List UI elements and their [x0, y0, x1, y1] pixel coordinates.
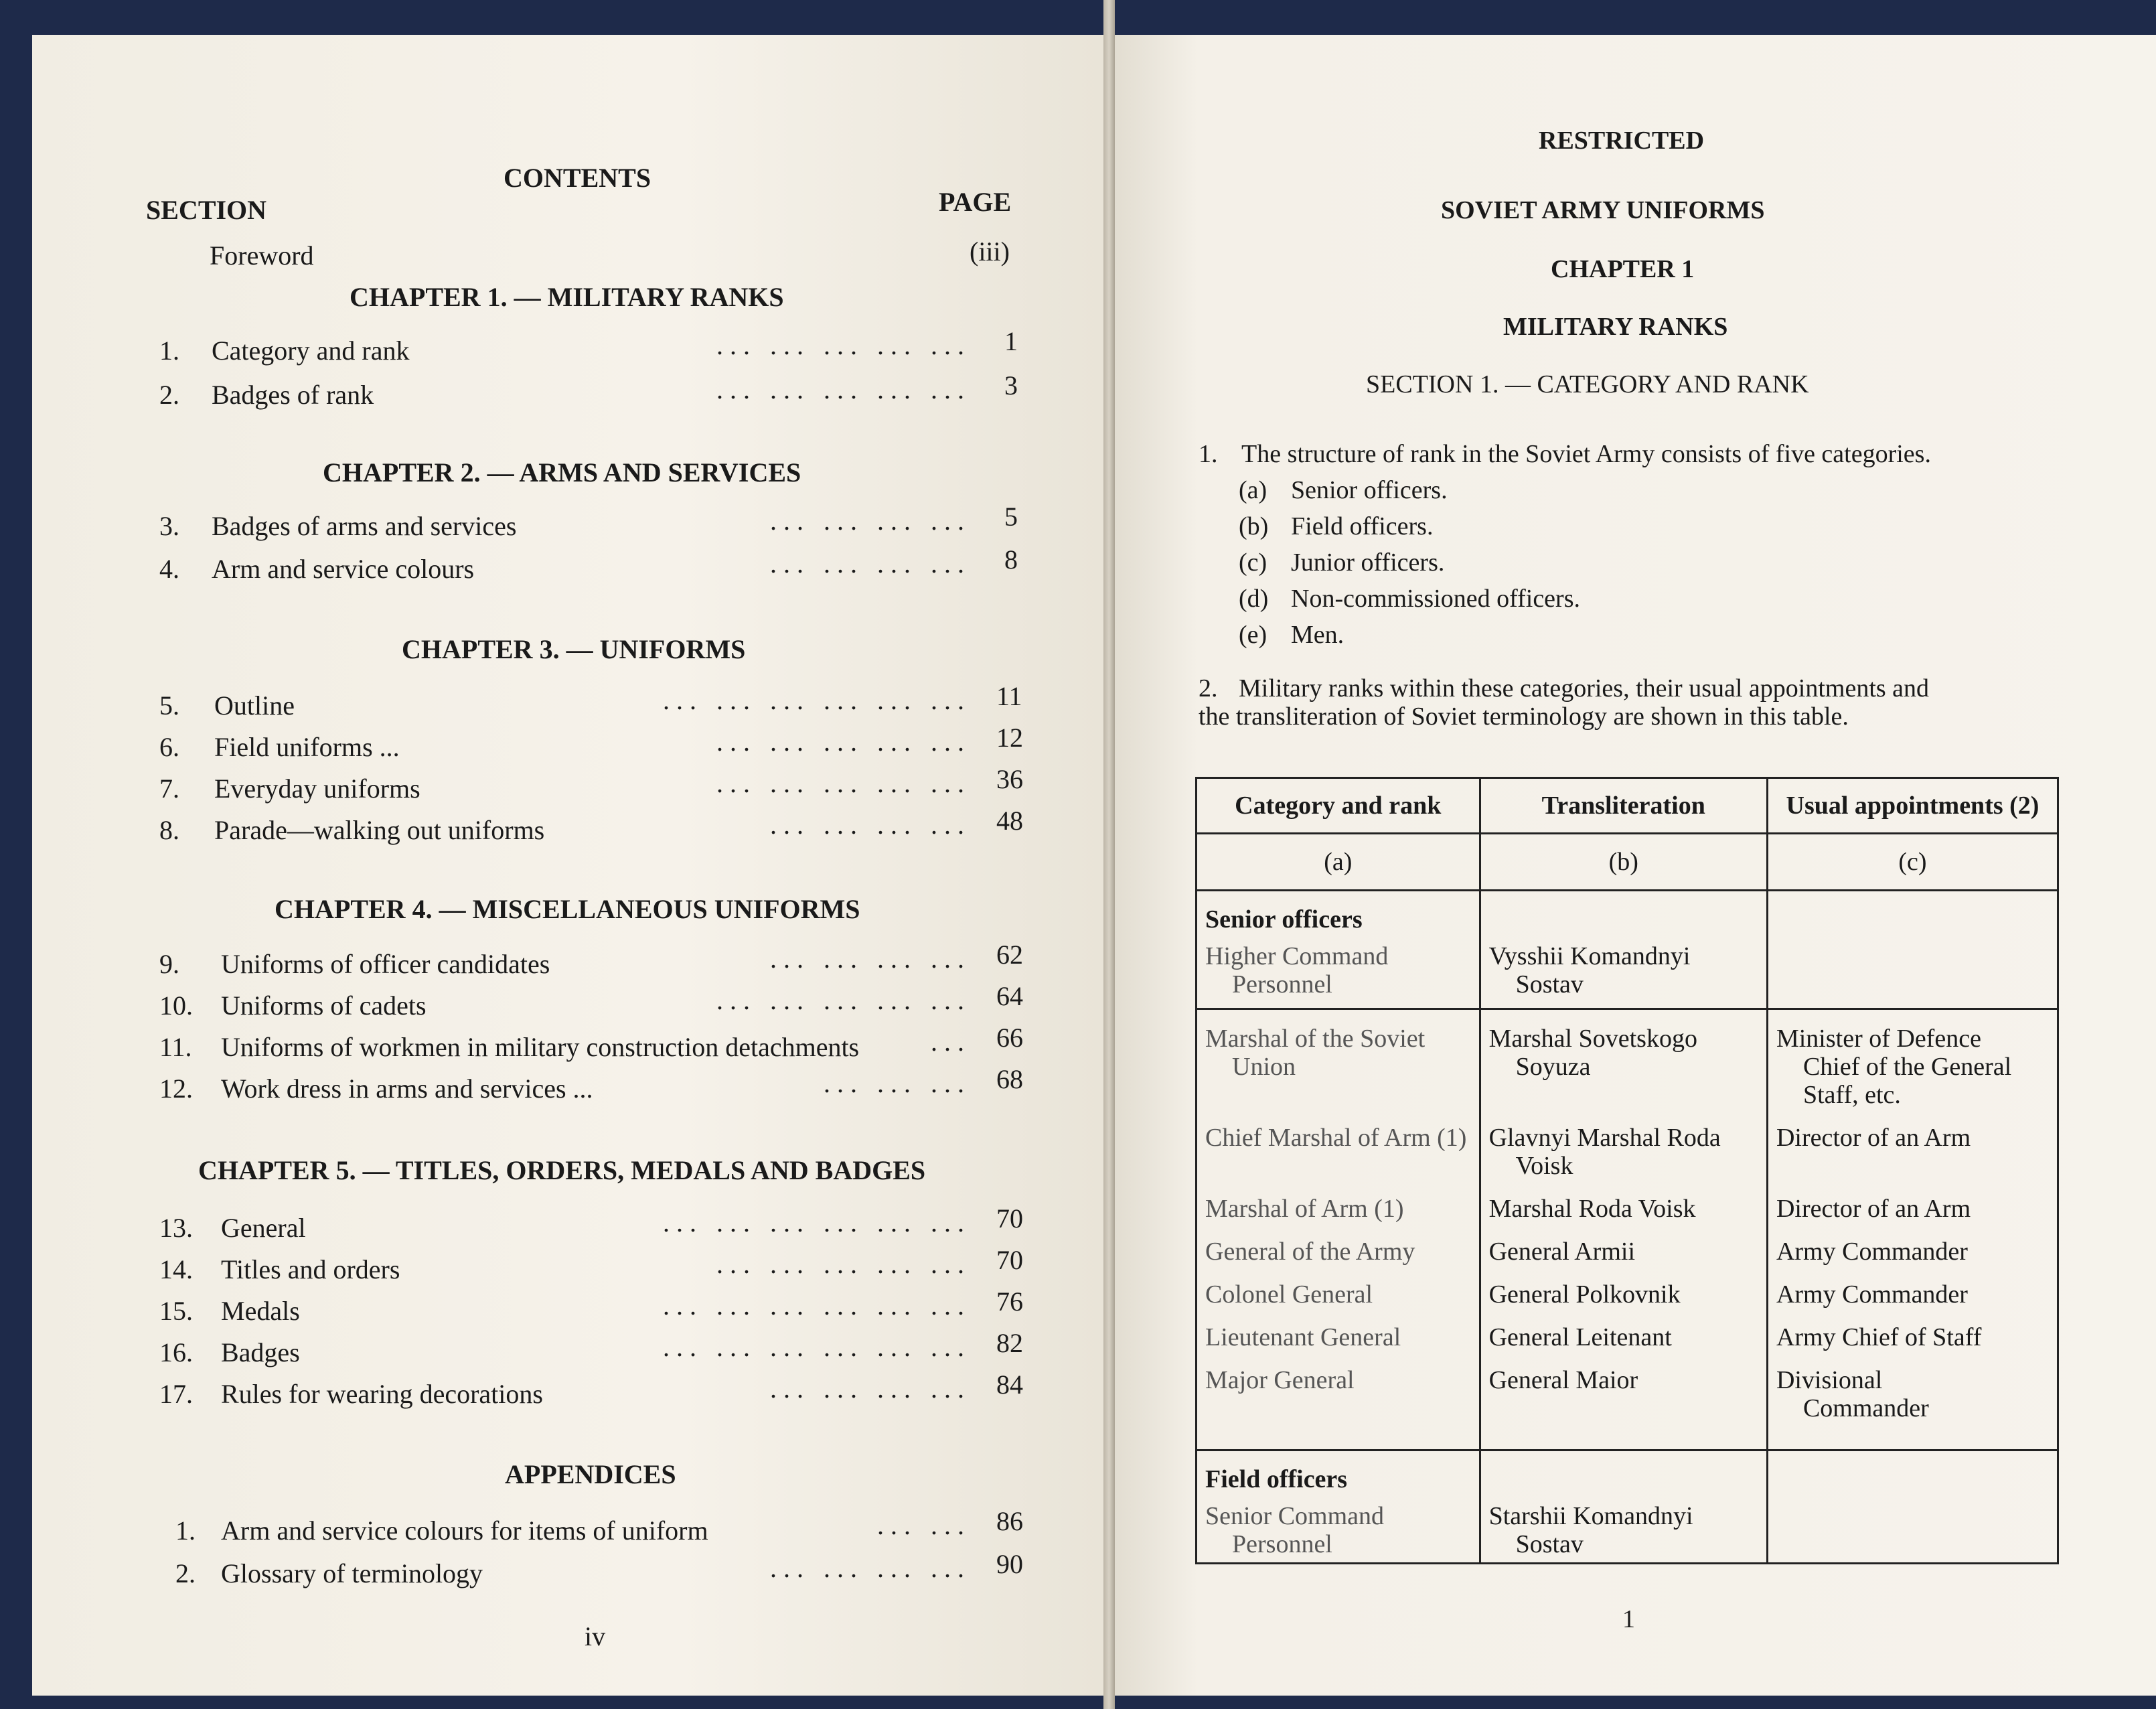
cell-line: Chief of the General	[1802, 1053, 2012, 1081]
toc-item-page: 66	[996, 1023, 1023, 1053]
table-header-row	[1197, 778, 2058, 834]
table-row	[1197, 938, 2058, 1009]
document-title: SOVIET ARMY UNIFORMS	[1441, 196, 1765, 224]
table-cell-a	[1197, 1270, 1480, 1313]
toc-item-page: 76	[996, 1286, 1023, 1317]
paragraph-2-number: 2.	[1199, 674, 1218, 702]
cell-line: Divisional	[1776, 1366, 1883, 1394]
cell-line: General of the Army	[1205, 1238, 1415, 1266]
table-cell-b	[1480, 1009, 1767, 1114]
cell-line: Higher Command	[1205, 942, 1389, 970]
toc-leader-dots: ... ... ... ...	[770, 944, 971, 974]
category-text: Senior officers.	[1291, 476, 1448, 504]
toc-item-page: 62	[996, 940, 1023, 970]
subheader-c: (c)	[1767, 834, 2058, 891]
cell-line: Director of an Arm	[1776, 1124, 1971, 1152]
table-body	[1197, 891, 2058, 1564]
category-label: (c)	[1239, 548, 1267, 577]
toc-leader-dots: ... ... ... ... ... ...	[663, 1290, 971, 1321]
toc-item-number: 5.	[159, 690, 179, 721]
table-row	[1197, 1270, 2058, 1313]
toc-item-page: 11	[996, 681, 1022, 711]
empty-cell	[1480, 891, 1767, 939]
cell-line: General Polkovnik	[1488, 1280, 1681, 1309]
table-row	[1197, 1498, 2058, 1564]
table-cell-c	[1767, 1113, 2058, 1184]
toc-leader-dots: ... ... ... ... ...	[716, 330, 971, 360]
toc-item-label: Everyday uniforms	[214, 773, 420, 804]
toc-item-label: Parade—walking out uniforms	[214, 815, 545, 845]
paragraph-2-line1: Military ranks within these categories, their usual appointments and	[1239, 674, 1930, 702]
toc-item-number: 17.	[159, 1379, 193, 1409]
subheader-b: (b)	[1480, 834, 1767, 891]
category-text: Non-commissioned officers.	[1291, 585, 1580, 613]
toc-item-number: 2.	[159, 380, 179, 410]
toc-item-label: Category and rank	[212, 336, 410, 366]
toc-leader-dots: ... ... ... ... ... ...	[663, 685, 971, 715]
cell-line: Colonel General	[1205, 1280, 1373, 1309]
subheader-a: (a)	[1197, 834, 1480, 891]
toc-item-label: Badges of arms and services	[212, 511, 517, 541]
cell-line: Chief Marshal of Arm (1)	[1205, 1124, 1467, 1152]
toc-leader-dots: ... ... ... ...	[770, 1553, 971, 1583]
toc-item-page: 3	[1004, 370, 1018, 400]
toc-item-page: 90	[996, 1549, 1023, 1579]
header-transliteration: Transliteration	[1480, 778, 1767, 834]
toc-item-page: 86	[996, 1506, 1023, 1536]
table-subheader-row	[1197, 834, 2058, 891]
table-cell-b	[1480, 1113, 1767, 1184]
cell-line: Sostav	[1515, 970, 1584, 998]
table-cell-a	[1197, 1184, 1480, 1227]
chapter-heading: APPENDICES	[505, 1459, 676, 1489]
toc-item-number: 1.	[159, 336, 179, 366]
chapter-heading: CHAPTER 1. — MILITARY RANKS	[350, 282, 784, 312]
toc-leader-dots: ... ... ... ... ... ...	[663, 1207, 971, 1238]
toc-item-number: 15.	[159, 1296, 193, 1326]
toc-item-page: 36	[996, 764, 1023, 794]
cell-line: General Leitenant	[1488, 1323, 1672, 1351]
chapter-heading: CHAPTER 3. — UNIFORMS	[402, 634, 746, 664]
cell-line: Army Commander	[1776, 1280, 1968, 1309]
toc-item-label: Titles and orders	[221, 1254, 400, 1284]
table-cell-a	[1197, 1313, 1480, 1355]
category-label: (d)	[1239, 585, 1269, 613]
paragraph-2-line2: the transliteration of Soviet terminology are shown in this table.	[1199, 702, 1849, 731]
toc-item-number: 9.	[159, 949, 179, 979]
table-row	[1197, 1184, 2058, 1227]
toc-leader-dots: ... ... ... ...	[770, 506, 971, 536]
group-row	[1197, 891, 2058, 939]
toc-item-label: Uniforms of workmen in military construction detachments	[221, 1032, 860, 1062]
group-title: Senior officers	[1205, 905, 1363, 934]
category-text: Junior officers.	[1291, 548, 1445, 577]
cell-line: Lieutenant General	[1205, 1323, 1401, 1351]
toc-item-number: 4.	[159, 554, 179, 584]
cell-line: Vysshii Komandnyi	[1488, 942, 1691, 970]
category-text: Men.	[1291, 621, 1344, 649]
toc-item-number: 13.	[159, 1213, 193, 1243]
toc-item-page: 84	[996, 1369, 1023, 1400]
right-page-number: 1	[1622, 1605, 1635, 1633]
table-cell-c	[1767, 1184, 2058, 1227]
table-cell-c	[1767, 1009, 2058, 1114]
chapter-heading: CHAPTER 4. — MISCELLANEOUS UNIFORMS	[275, 894, 860, 924]
table-cell-b	[1480, 1498, 1767, 1564]
group-cell	[1197, 891, 1480, 939]
cell-line: General Armii	[1488, 1238, 1636, 1266]
cell-line: Commander	[1802, 1394, 1929, 1422]
table-cell-b	[1480, 1355, 1767, 1451]
cell-line: Marshal of Arm (1)	[1205, 1195, 1404, 1223]
paragraph-1-text: The structure of rank in the Soviet Army consists of five categories.	[1241, 440, 1931, 468]
empty-cell	[1767, 891, 2058, 939]
table-cell-c	[1767, 1227, 2058, 1270]
table-row	[1197, 1009, 2058, 1114]
toc-item-number: 11.	[159, 1032, 192, 1062]
toc-item-number: 2.	[175, 1558, 196, 1588]
toc-leader-dots: ... ... ... ...	[770, 810, 971, 840]
toc-leader-dots: ... ... ...	[824, 1068, 971, 1098]
cell-line: Marshal of the Soviet	[1205, 1025, 1426, 1053]
paragraph-1-number: 1.	[1199, 440, 1218, 468]
restricted-marking: RESTRICTED	[1539, 127, 1705, 155]
chapter-heading: CHAPTER 2. — ARMS AND SERVICES	[323, 457, 801, 488]
table-cell-a	[1197, 1227, 1480, 1270]
toc-item-page: 64	[996, 981, 1023, 1011]
section-heading-text: SECTION 1. — CATEGORY AND RANK	[1366, 370, 1809, 398]
table-cell-b	[1480, 1270, 1767, 1313]
toc-leader-dots: ... ...	[877, 1510, 971, 1540]
paragraph-2	[1199, 674, 1929, 703]
table-cell-b	[1480, 1184, 1767, 1227]
section-column-header: SECTION	[146, 195, 267, 225]
cell-line: Sostav	[1515, 1530, 1584, 1558]
toc-item-label: Outline	[214, 690, 295, 721]
toc-item-number: 6.	[159, 732, 179, 762]
foreword-page: (iii)	[970, 236, 1010, 267]
cell-line: Personnel	[1232, 1530, 1332, 1558]
toc-item-label: Arm and service colours for items of uniform	[221, 1515, 708, 1546]
contents-title: CONTENTS	[504, 163, 651, 193]
toc-item-label: Arm and service colours	[212, 554, 475, 584]
toc-item-label: Glossary of terminology	[221, 1558, 483, 1588]
cell-line: Union	[1232, 1053, 1296, 1081]
cell-line: Major General	[1205, 1366, 1355, 1394]
toc-item-page: 48	[996, 806, 1023, 836]
cell-line: General Maior	[1488, 1366, 1638, 1394]
table-cell-c	[1767, 1270, 2058, 1313]
toc-item-page: 12	[996, 723, 1023, 753]
toc-item-label: Field uniforms ...	[214, 732, 400, 762]
cell-line: Voisk	[1515, 1152, 1573, 1180]
toc-item-page: 1	[1004, 326, 1018, 356]
toc-leader-dots: ... ... ... ... ...	[716, 1249, 971, 1279]
cell-line: Director of an Arm	[1776, 1195, 1971, 1223]
chapter-heading: CHAPTER 5. — TITLES, ORDERS, MEDALS AND BADGES	[198, 1155, 926, 1185]
toc-leader-dots: ... ... ... ... ...	[716, 985, 971, 1015]
table-cell-b	[1480, 1313, 1767, 1355]
toc-item-number: 1.	[175, 1515, 196, 1546]
page-column-header: PAGE	[939, 187, 1012, 217]
toc-item-number: 16.	[159, 1337, 193, 1367]
category-label: (a)	[1239, 476, 1267, 504]
table-cell-a	[1197, 938, 1480, 1009]
toc-item-page: 82	[996, 1328, 1023, 1358]
left-page-number: iv	[585, 1621, 606, 1651]
toc-item-number: 7.	[159, 773, 179, 804]
category-label: (e)	[1239, 621, 1267, 649]
cell-line: Army Chief of Staff	[1776, 1323, 1982, 1351]
foreword-entry: Foreword	[210, 240, 314, 271]
cell-line: Marshal Sovetskogo	[1488, 1025, 1697, 1053]
cell-line: Minister of Defence	[1776, 1025, 1981, 1053]
toc-item-number: 10.	[159, 990, 193, 1021]
category-text: Field officers.	[1291, 512, 1434, 540]
toc-item-label: Badges of rank	[212, 380, 374, 410]
table-cell-c	[1767, 1313, 2058, 1355]
table-cell-c	[1767, 1355, 2058, 1451]
empty-cell	[1480, 1451, 1767, 1499]
toc-item-label: Work dress in arms and services ...	[221, 1073, 593, 1104]
toc-item-label: Badges	[221, 1337, 300, 1367]
toc-item-page: 68	[996, 1064, 1023, 1094]
toc-item-page: 70	[996, 1245, 1023, 1275]
table-row	[1197, 1355, 2058, 1451]
header-category: Category and rank	[1197, 778, 1480, 834]
table-row	[1197, 1227, 2058, 1270]
toc-item-number: 12.	[159, 1073, 193, 1104]
toc-item-page: 5	[1004, 502, 1018, 532]
table-cell-a	[1197, 1355, 1480, 1451]
category-label: (b)	[1239, 512, 1269, 540]
cell-line: Starshii Komandnyi	[1488, 1502, 1693, 1530]
table-cell-a	[1197, 1498, 1480, 1564]
toc-item-page: 70	[996, 1203, 1023, 1234]
toc-item-label: Uniforms of cadets	[221, 990, 427, 1021]
toc-leader-dots: ... ... ... ... ...	[716, 727, 971, 757]
toc-item-label: Rules for wearing decorations	[221, 1379, 543, 1409]
toc-item-number: 3.	[159, 511, 179, 541]
table-cell-c	[1767, 1498, 2058, 1564]
cell-line: Personnel	[1232, 970, 1332, 998]
rank-table	[1195, 777, 2059, 1564]
toc-leader-dots: ... ... ... ... ... ...	[663, 1332, 971, 1362]
toc-item-label: Uniforms of officer candidates	[221, 949, 550, 979]
cell-line: Senior Command	[1205, 1502, 1385, 1530]
table-row	[1197, 1313, 2058, 1355]
group-cell	[1197, 1451, 1480, 1499]
toc-item-number: 14.	[159, 1254, 193, 1284]
cell-line: Glavnyi Marshal Roda	[1488, 1124, 1721, 1152]
toc-leader-dots: ... ... ... ...	[770, 548, 971, 579]
cell-line: Soyuza	[1515, 1053, 1591, 1081]
group-row	[1197, 1451, 2058, 1499]
chapter-title: MILITARY RANKS	[1503, 313, 1728, 341]
chapter-heading: CHAPTER 1	[1551, 255, 1695, 283]
paragraph-1	[1199, 439, 1931, 469]
table-cell-b	[1480, 1227, 1767, 1270]
toc-leader-dots: ... ... ... ... ...	[716, 768, 971, 798]
table-cell-b	[1480, 938, 1767, 1009]
book-gutter	[1103, 0, 1115, 1709]
cell-line: Army Commander	[1776, 1238, 1968, 1266]
toc-item-label: Medals	[221, 1296, 300, 1326]
toc-leader-dots: ...	[931, 1027, 971, 1057]
toc-leader-dots: ... ... ... ... ...	[716, 374, 971, 404]
cell-line: Staff, etc.	[1802, 1081, 1901, 1109]
section-heading	[1366, 370, 1809, 399]
toc-item-page: 8	[1004, 544, 1018, 575]
empty-cell	[1767, 1451, 2058, 1499]
toc-item-label: General	[221, 1213, 306, 1243]
group-title: Field officers	[1205, 1465, 1348, 1493]
header-appointments: Usual appointments (2)	[1767, 778, 2058, 834]
toc-leader-dots: ... ... ... ...	[770, 1373, 971, 1404]
table-cell-c	[1767, 938, 2058, 1009]
toc-item-number: 8.	[159, 815, 179, 845]
table-cell-a	[1197, 1009, 1480, 1114]
cell-line: Marshal Roda Voisk	[1488, 1195, 1696, 1223]
table-cell-a	[1197, 1113, 1480, 1184]
table-row	[1197, 1113, 2058, 1184]
